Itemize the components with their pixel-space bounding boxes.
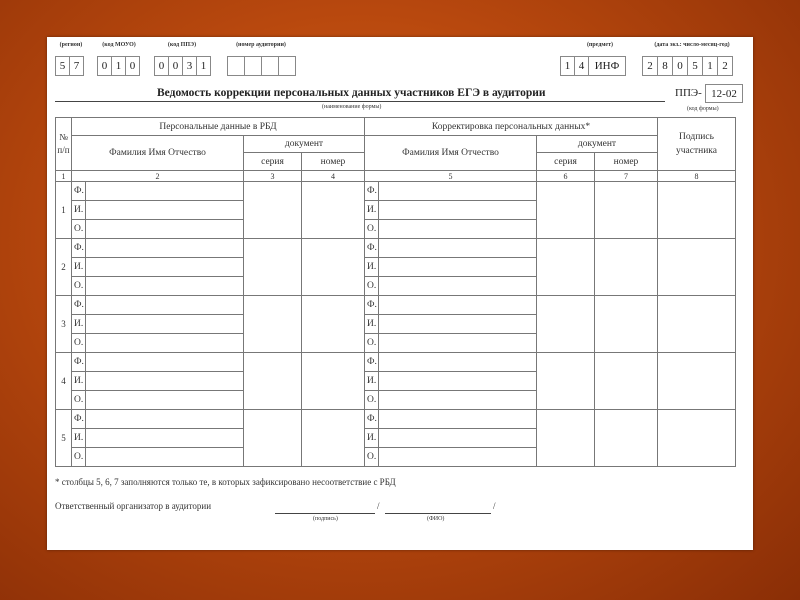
row-label: Ф. [365,296,379,315]
series-rbd-cell[interactable] [244,353,302,410]
series-rbd-cell[interactable] [244,239,302,296]
signature-cell[interactable] [658,410,736,467]
form-code: 12-02 [705,84,743,103]
fio-correction-cell[interactable] [379,239,537,258]
signature-caption: (подпись) [313,516,338,522]
col-number: 3 [244,171,302,182]
date-cells [642,56,733,76]
col-number: 4 [302,171,365,182]
row-label: И. [72,429,86,448]
row-label: Ф. [72,296,86,315]
signature-cell[interactable] [658,182,736,239]
col-number: 6 [537,171,595,182]
series-header: серия [244,153,302,171]
col-number: 8 [658,171,736,182]
number-correction-cell[interactable] [595,239,658,296]
ppe-digit[interactable]: 0 [169,57,183,75]
room-digit[interactable] [245,57,262,75]
fio-correction-cell[interactable] [379,220,537,239]
form-sheet [47,37,753,550]
fio-header: Фамилия Имя Отчество [72,136,244,171]
number-correction-header: номер [595,153,658,171]
row-label: И. [72,372,86,391]
row-number: 5 [56,410,72,467]
signature-cell[interactable] [658,296,736,353]
separator: / [493,501,496,511]
row-label: И. [365,372,379,391]
table-row [56,353,736,372]
col-number: 7 [595,171,658,182]
region-digit[interactable]: 5 [56,57,70,75]
row-label: Ф. [72,353,86,372]
fio-rbd-cell[interactable] [86,220,244,239]
fio-rbd-cell[interactable] [86,258,244,277]
room-digit[interactable] [228,57,245,75]
date-caption: (дата экз.: число-месяц-год) [654,42,730,48]
row-label: Ф. [72,410,86,429]
series-correction-cell[interactable] [537,353,595,410]
number-rbd-cell[interactable] [302,410,365,467]
fio-rbd-cell[interactable] [86,429,244,448]
series-rbd-cell[interactable] [244,296,302,353]
signature-cell[interactable] [658,239,736,296]
row-label: И. [72,258,86,277]
series-correction-cell[interactable] [537,296,595,353]
table-row [56,239,736,258]
mouo-caption: (код МОУО) [102,42,136,48]
fio-correction-cell[interactable] [379,296,537,315]
row-label: И. [365,315,379,334]
number-correction-cell[interactable] [595,296,658,353]
table-row [56,182,736,201]
series-correction-header: серия [537,153,595,171]
row-number: 1 [56,182,72,239]
row-label: И. [72,315,86,334]
form-code-caption: (код формы) [687,106,719,112]
fio-rbd-cell[interactable] [86,239,244,258]
number-header: номер [302,153,365,171]
series-rbd-cell[interactable] [244,410,302,467]
fio-correction-header: Фамилия Имя Отчество [365,136,537,171]
signature-line[interactable] [275,513,375,514]
fio-rbd-cell[interactable] [86,296,244,315]
row-number: 2 [56,239,72,296]
fio-correction-cell[interactable] [379,334,537,353]
mouo-digit[interactable]: 0 [98,57,112,75]
date-digit[interactable]: 5 [688,57,703,75]
number-correction-cell[interactable] [595,182,658,239]
series-correction-cell[interactable] [537,410,595,467]
row-label: О. [72,220,86,239]
row-label: О. [365,220,379,239]
fio-rbd-cell[interactable] [86,410,244,429]
row-label: О. [72,277,86,296]
row-number: 3 [56,296,72,353]
fio-rbd-cell[interactable] [86,182,244,201]
number-rbd-cell[interactable] [302,353,365,410]
fio-rbd-cell[interactable] [86,334,244,353]
document-header: документ [244,136,365,153]
row-label: О. [365,334,379,353]
row-label: О. [72,334,86,353]
fio-rbd-cell[interactable] [86,391,244,410]
col-num-header: № п/п [56,118,72,171]
col-number: 5 [365,171,537,182]
fio-correction-cell[interactable] [379,391,537,410]
row-label: Ф. [72,182,86,201]
correction-header: Корректировка персональных данных* [365,118,658,136]
mouo-digit[interactable]: 1 [112,57,126,75]
region-digit[interactable]: 7 [73,60,80,72]
fio-correction-cell[interactable] [379,410,537,429]
fio-rbd-cell[interactable] [86,315,244,334]
fio-rbd-cell[interactable] [86,277,244,296]
organizer-label: Ответственный организатор в аудитории [55,501,212,511]
row-label: Ф. [72,239,86,258]
region-cells [55,56,84,76]
ppe-digit[interactable]: 1 [200,60,207,72]
date-digit[interactable]: 2 [643,57,658,75]
table-row [56,296,736,315]
room-cells [227,56,296,76]
row-label: Ф. [365,239,379,258]
row-label: Ф. [365,182,379,201]
row-label: О. [72,391,86,410]
row-label: И. [72,201,86,220]
fio-line[interactable] [385,513,491,514]
row-label: О. [365,448,379,467]
number-rbd-cell[interactable] [302,239,365,296]
row-label: О. [365,277,379,296]
subject-digit[interactable]: 1 [561,57,575,75]
number-correction-cell[interactable] [595,353,658,410]
row-label: И. [365,201,379,220]
mouo-cells [97,56,140,76]
fio-correction-cell[interactable] [379,448,537,467]
ppe-cells [154,56,211,76]
fio-correction-cell[interactable] [379,258,537,277]
series-rbd-cell[interactable] [244,182,302,239]
fio-correction-cell[interactable] [379,372,537,391]
fio-correction-cell[interactable] [379,277,537,296]
region-caption: (регион) [59,42,83,48]
subject-caption: (предмет) [586,42,614,48]
ppe-digit[interactable]: 0 [155,57,169,75]
row-label: О. [365,391,379,410]
subject-cells [560,56,626,76]
series-correction-cell[interactable] [537,182,595,239]
subject-name[interactable]: ИНФ [594,60,620,72]
signature-header: Подпись участника [658,118,736,171]
fio-caption: (ФИО) [427,516,445,522]
title-caption: (наименование формы) [322,104,382,110]
fio-rbd-cell[interactable] [86,448,244,467]
document-correction-header: документ [537,136,658,153]
ppe-caption: (код ППЭ) [167,42,197,48]
row-label: О. [72,448,86,467]
date-digit[interactable]: 0 [673,57,688,75]
personal-rbd-header: Персональные данные в РБД [72,118,365,136]
date-digit[interactable]: 1 [703,57,718,75]
fio-correction-cell[interactable] [379,353,537,372]
footnote: * столбцы 5, 6, 7 заполняются только те, в которых зафиксировано несоответствие с РБД [55,477,396,487]
form-code-prefix: ППЭ- [675,87,702,99]
row-label: И. [365,258,379,277]
row-label: Ф. [365,353,379,372]
fio-rbd-cell[interactable] [86,372,244,391]
room-digit[interactable] [279,57,295,75]
fio-correction-cell[interactable] [379,315,537,334]
fio-correction-cell[interactable] [379,201,537,220]
table-row [56,410,736,429]
signature-cell[interactable] [658,353,736,410]
date-digit[interactable]: 8 [658,57,673,75]
fio-correction-cell[interactable] [379,182,537,201]
number-rbd-cell[interactable] [302,296,365,353]
mouo-digit[interactable]: 0 [129,60,136,72]
title-underline [55,101,665,102]
number-correction-cell[interactable] [595,410,658,467]
form-title: Ведомость коррекции персональных данных участников ЕГЭ в аудитории [157,87,546,99]
fio-rbd-cell[interactable] [86,201,244,220]
room-digit[interactable] [262,57,279,75]
correction-table [55,117,736,467]
date-digit[interactable]: 2 [722,60,728,72]
room-caption: (номер аудитории) [236,42,286,48]
row-label: И. [365,429,379,448]
ppe-digit[interactable]: 3 [183,57,197,75]
fio-correction-cell[interactable] [379,429,537,448]
subject-digit[interactable]: 4 [575,57,589,75]
row-number: 4 [56,353,72,410]
series-correction-cell[interactable] [537,239,595,296]
col-number: 1 [56,171,72,182]
separator: / [377,501,380,511]
col-number: 2 [72,171,244,182]
fio-rbd-cell[interactable] [86,353,244,372]
row-label: Ф. [365,410,379,429]
number-rbd-cell[interactable] [302,182,365,239]
